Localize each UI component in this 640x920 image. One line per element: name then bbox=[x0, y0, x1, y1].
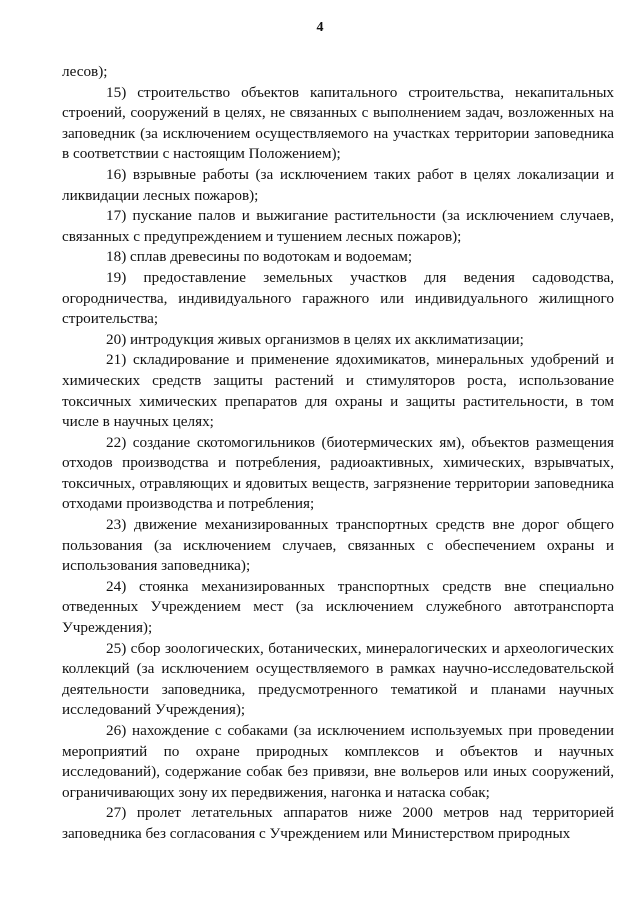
paragraph-item-22: 22) создание скотомогильников (биотермических ям), объектов размещения отходов производства и потребления, радиоактивных, химических, взрывчатых, токсичных, отравляющих и ядовитых веществ, загрязнение территории заповедника отходами производства и потребления; bbox=[62, 433, 614, 513]
paragraph-item-16: 16) взрывные работы (за исключением таких работ в целях локализации и ликвидации лесных пожаров); bbox=[62, 165, 614, 204]
paragraph-item-24: 24) стоянка механизированных транспортных средств вне специально отведенных Учреждением мест (за исключением служебного автотранспорта Учреждения); bbox=[62, 577, 614, 637]
paragraph-item-26: 26) нахождение с собаками (за исключением используемых при проведении мероприятий по охране природных комплексов и объектов и научных исследований), содержание собак без привязи, вне вольеров или иных сооружений, ограничивающих зону их передвижения, нагонка и натаска собак; bbox=[62, 722, 614, 801]
paragraph-item-21: 21) складирование и применение ядохимикатов, минеральных удобрений и химических средств защиты растений и стимуляторов роста, использование токсичных химических препаратов для охраны и защиты растительности, в том числе в научных целях; bbox=[62, 351, 614, 431]
paragraph-item-20: 20) интродукция живых организмов в целях их акклиматизации; bbox=[106, 330, 524, 348]
paragraph-item-17: 17) пускание палов и выжигание растительности (за исключением случаев, связанных с предупреждением и тушением лесных пожаров); bbox=[62, 207, 614, 245]
paragraph-item-18: 18) сплав древесины по водотокам и водоемам; bbox=[106, 248, 413, 266]
paragraph-item-27: 27) пролет летательных аппаратов ниже 2000 метров над территорией заповедника без согласования с Учреждением или Министерством природных bbox=[62, 804, 614, 842]
paragraph-item-23: 23) движение механизированных транспортных средств вне дорог общего пользования (за исключением случаев, связанных с обеспечением охраны и использования заповедника); bbox=[62, 516, 614, 575]
paragraph-item-19: 19) предоставление земельных участков для ведения садоводства, огородничества, индивидуального гаражного или индивидуального жилищного строительства; bbox=[62, 268, 614, 328]
document-body bbox=[62, 62, 614, 845]
paragraph-item-25: 25) сбор зоологических, ботанических, минералогических и археологических коллекций (за исключением осуществляемого в рамках научно-исследовательской деятельности заповедника, предусмотренного тематикой и планами научных исследований Учреждения); bbox=[62, 639, 614, 719]
page-number: 4 bbox=[316, 20, 324, 35]
paragraph-item-15: 15) строительство объектов капитального строительства, некапитальных строений, сооружений в целях, не связанных с выполнением задач, возложенных на заповедник (за исключением осуществляемого на участках территории заповедника в соответствии с настоящим Положением); bbox=[62, 83, 614, 163]
paragraph-continuation: лесов); bbox=[62, 63, 108, 80]
